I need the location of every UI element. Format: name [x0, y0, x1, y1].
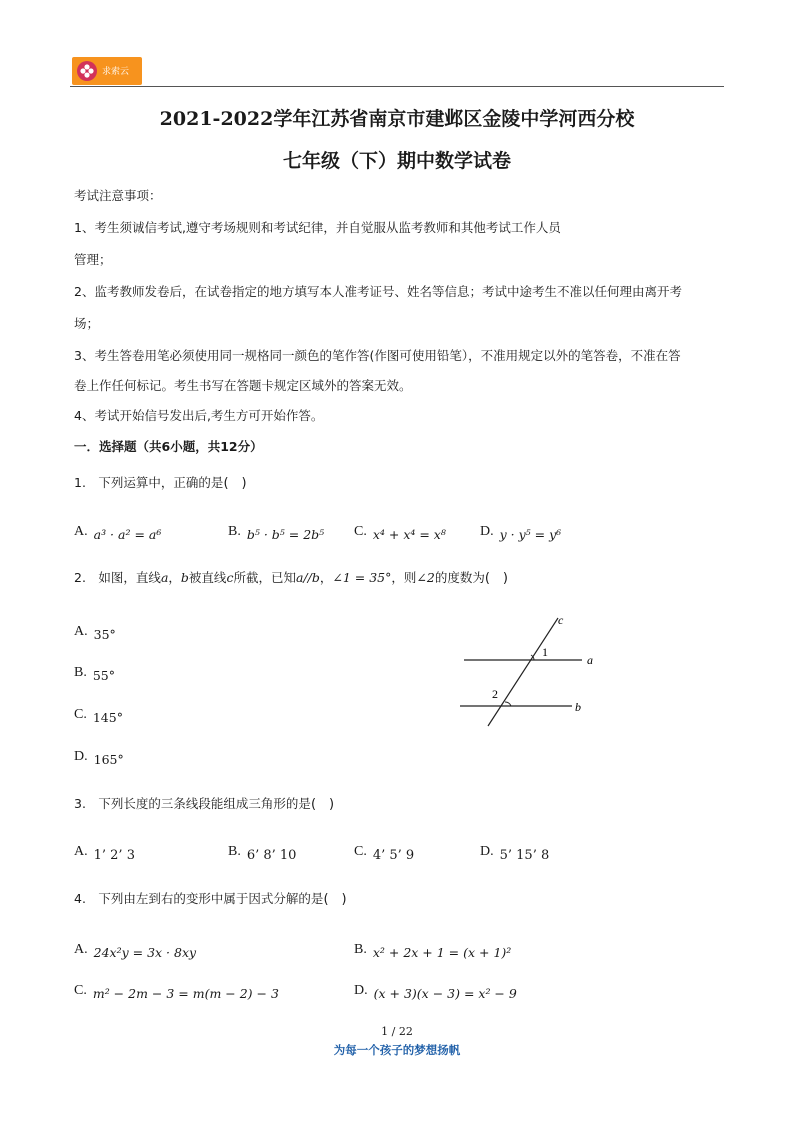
footer-slogan: 为每一个孩子的梦想扬帆: [333, 1043, 461, 1057]
option-d: [480, 844, 550, 864]
option-label: A.: [74, 844, 88, 859]
question-4-stem: [74, 888, 347, 907]
option-d: [480, 524, 562, 544]
logo-text: 求索云: [102, 67, 130, 77]
option-text: 55°: [92, 668, 115, 683]
exam-title: 2021-2022学年江苏省南京市建邺区金陵中学河西分校: [159, 108, 635, 130]
option-d: [74, 749, 124, 769]
math-symbol: ∠2: [416, 570, 435, 585]
label-c: c: [558, 613, 564, 627]
question-stem-text: 2. 如图，直线: [74, 570, 161, 585]
brand-flower-icon: [77, 61, 97, 81]
option-label: A.: [74, 624, 88, 639]
angle-2-label: 2: [492, 687, 498, 701]
option-text: m² − 2m − 3 = m(m − 2) − 3: [92, 986, 279, 1001]
notice-line: 2、监考教师发卷后，在试卷指定的地方填写本人准考证号、姓名等信息；考试中途考生不准以任何理由离开考: [74, 284, 682, 299]
option-label: B.: [228, 524, 241, 539]
option-label: A.: [74, 524, 88, 539]
question-stem-text: ，: [168, 570, 181, 585]
option-a: [74, 624, 116, 644]
angle-2-arc: [505, 702, 511, 706]
parallel-lines-figure: [450, 610, 610, 730]
option-text: 5’ 15’ 8: [499, 848, 550, 863]
option-text: 145°: [92, 710, 123, 725]
header-divider: [70, 86, 724, 87]
answer-paren: ( ): [310, 797, 335, 812]
notice-line: 4、考试开始信号发出后,考生方可开始作答。: [74, 408, 324, 423]
notice-line: 管理；: [74, 252, 112, 267]
option-label: D.: [354, 983, 368, 998]
option-c: [354, 524, 446, 544]
notice-line: 1、考生须诚信考试,遵守考场规则和考试纪律，并自觉服从监考教师和其他考试工作人员: [74, 220, 561, 235]
option-label: B.: [354, 942, 367, 957]
option-text: 24x²y = 3x · 8xy: [93, 945, 197, 960]
option-text: y · y⁵ = y⁶: [499, 527, 562, 542]
math-symbol: a: [160, 570, 169, 585]
question-stem-text: 的度数为: [434, 570, 485, 585]
option-label: A.: [74, 942, 88, 957]
question-stem-text: 被直线: [188, 570, 227, 585]
question-stem-text: 所截，已知: [233, 570, 296, 585]
notice-line: 3、考生答卷用笔必须使用同一规格同一颜色的笔作答(作图可使用铅笔），不准用规定以外的笔答卷，不准在答: [74, 348, 681, 363]
option-c: [354, 844, 415, 864]
option-label: B.: [74, 665, 87, 680]
question-1-stem: [74, 472, 247, 491]
question-stem-text: ，: [319, 570, 333, 585]
option-label: C.: [74, 983, 87, 998]
math-symbol: a//b: [295, 570, 320, 585]
option-label: D.: [480, 524, 494, 539]
option-label: C.: [354, 524, 367, 539]
brand-logo: [72, 57, 142, 85]
option-text: b⁵ · b⁵ = 2b⁵: [246, 527, 325, 542]
question-stem-text: 4. 下列由左到右的变形中属于因式分解的是: [74, 891, 324, 906]
option-b: [74, 665, 115, 685]
math-symbol: ∠1 = 35°: [332, 570, 392, 585]
question-stem-text: 1. 下列运算中，正确的是: [74, 475, 224, 490]
math-symbol: c: [226, 570, 234, 585]
math-symbol: b: [180, 570, 189, 585]
label-b: b: [575, 700, 581, 714]
label-a: a: [587, 653, 593, 667]
option-a: [74, 942, 197, 962]
option-b: [228, 844, 297, 864]
option-text: 4’ 5’ 9: [372, 848, 415, 863]
option-text: 6’ 8’ 10: [246, 848, 297, 863]
option-a: [74, 844, 135, 864]
section-heading: 一．选择题（共6小题，共12分）: [74, 439, 263, 454]
option-d: [354, 983, 517, 1003]
option-text: (x + 3)(x − 3) = x² − 9: [373, 986, 517, 1001]
option-text: x⁴ + x⁴ = x⁸: [372, 527, 446, 542]
option-label: C.: [354, 844, 367, 859]
option-text: 165°: [93, 752, 124, 767]
question-stem-text: ，则: [391, 570, 417, 585]
question-3-stem: [74, 793, 334, 812]
option-a: [74, 524, 162, 544]
exam-subtitle: 七年级（下）期中数学试卷: [282, 150, 511, 172]
line-c: [488, 618, 558, 726]
option-b: [228, 524, 325, 544]
option-label: C.: [74, 707, 87, 722]
option-text: a³ · a² = a⁶: [93, 527, 162, 542]
answer-paren: ( ): [323, 892, 347, 907]
option-c: [74, 983, 279, 1003]
angle-1-label: 1: [542, 645, 548, 659]
option-label: D.: [480, 844, 494, 859]
option-b: [354, 942, 512, 962]
option-text: x² + 2x + 1 = (x + 1)²: [372, 945, 512, 960]
question-stem-text: 3. 下列长度的三条线段能组成三角形的是: [74, 796, 311, 811]
notice-line: 场；: [74, 316, 100, 331]
answer-paren: ( ): [484, 571, 509, 586]
option-label: D.: [74, 749, 88, 764]
option-text: 1’ 2’ 3: [93, 848, 135, 863]
option-label: B.: [228, 844, 241, 859]
option-c: [74, 707, 123, 727]
answer-paren: ( ): [223, 476, 247, 491]
notice-line: 卷上作任何标记。考生书写在答题卡规定区域外的答案无效。: [74, 378, 412, 393]
option-text: 35°: [93, 627, 116, 642]
notice-heading: 考试注意事项：: [74, 188, 162, 203]
question-2-stem: [74, 567, 508, 586]
page-number: 1 / 22: [381, 1025, 413, 1038]
